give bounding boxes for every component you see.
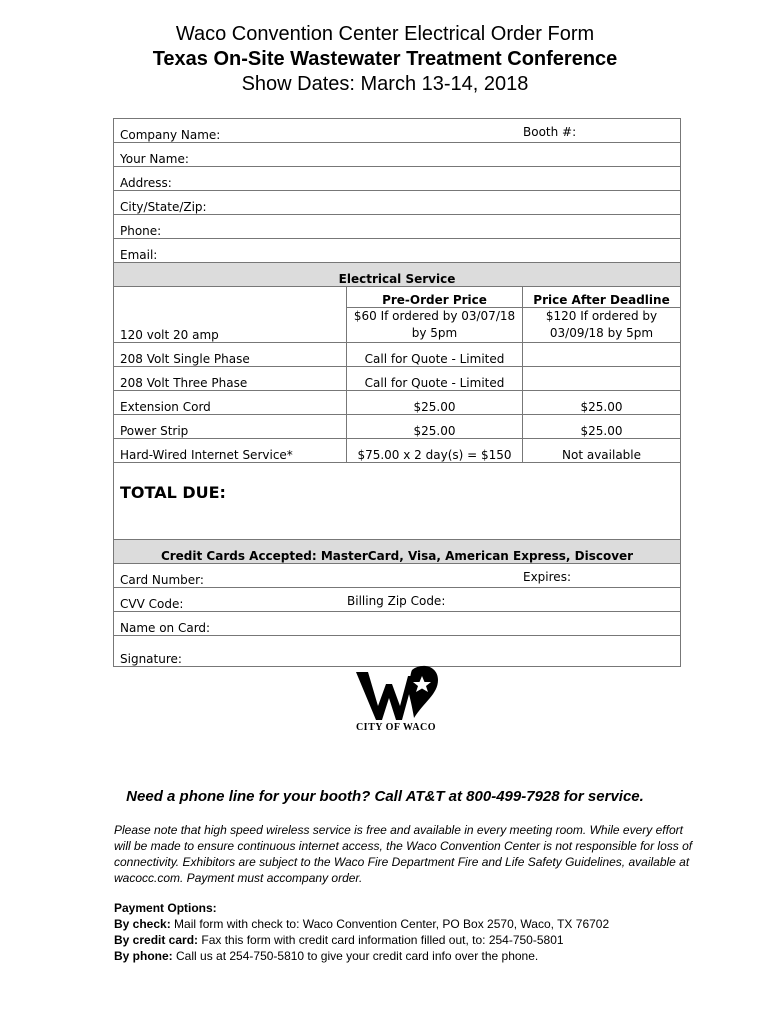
pre-order-price: $25.00 bbox=[347, 415, 523, 439]
pre-order-price: Call for Quote - Limited bbox=[347, 343, 523, 367]
pre-order-price: $25.00 bbox=[347, 391, 523, 415]
item-label-cell bbox=[114, 287, 347, 343]
name-on-card-label: Name on Card: bbox=[120, 621, 211, 635]
check-label: By check: bbox=[114, 917, 171, 931]
check-text: Mail form with check to: Waco Convention Center, PO Box 2570, Waco, TX 76702 bbox=[174, 917, 610, 931]
company-row bbox=[114, 119, 681, 143]
order-form-table bbox=[113, 118, 681, 667]
city-state-zip-field[interactable] bbox=[114, 191, 681, 215]
wireless-policy-note: Please note that high speed wireless service is free and available in every meeting room. While every effort will be made to ensure continuous internet access, the Waco Convention Center is not responsible for loss of connectivity. Exhibitors are subject to the Waco Fire Department Fire and Life Safety Guidelines, available at wacocc.com. Payment must accompany order. bbox=[114, 823, 693, 885]
credit-card-text: Fax this form with credit card information filled out, to: 254-750-5801 bbox=[201, 933, 564, 947]
after-deadline-price: $25.00 bbox=[523, 391, 681, 415]
billing-zip-label: Billing Zip Code: bbox=[347, 594, 446, 608]
name-on-card-field[interactable] bbox=[114, 612, 681, 636]
item-label: Hard-Wired Internet Service* bbox=[114, 439, 347, 463]
after-deadline-price[interactable] bbox=[523, 343, 681, 367]
cvv-field[interactable] bbox=[114, 588, 681, 612]
email-field[interactable] bbox=[114, 239, 681, 263]
logo-heart-mark bbox=[408, 666, 438, 718]
form-title: Waco Convention Center Electrical Order Form bbox=[175, 23, 595, 45]
item-label: 208 Volt Single Phase bbox=[114, 343, 347, 367]
cvv-label: CVV Code: bbox=[120, 597, 184, 611]
address-label: Address: bbox=[120, 176, 172, 190]
item-label: 120 volt 20 amp bbox=[120, 328, 219, 342]
pre-order-price: $75.00 x 2 day(s) = $150 bbox=[347, 439, 523, 463]
pre-order-price-header: Pre-Order Price bbox=[347, 287, 523, 308]
item-label: Extension Cord bbox=[114, 391, 347, 415]
pay-by-phone bbox=[114, 948, 714, 964]
credit-cards-heading: Credit Cards Accepted: MasterCard, Visa, American Express, Discover bbox=[114, 540, 681, 564]
table-row bbox=[114, 367, 681, 391]
card-number-field[interactable] bbox=[114, 564, 681, 588]
table-row bbox=[114, 343, 681, 367]
company-name-field[interactable] bbox=[114, 119, 681, 143]
phone-field[interactable] bbox=[114, 215, 681, 239]
table-row bbox=[114, 415, 681, 439]
after-deadline-price: $120 If ordered by 03/09/18 by 5pm bbox=[523, 308, 681, 343]
address-field[interactable] bbox=[114, 167, 681, 191]
after-deadline-price[interactable] bbox=[523, 367, 681, 391]
signature-label: Signature: bbox=[120, 652, 182, 666]
payment-options bbox=[114, 900, 714, 964]
total-due-label: TOTAL DUE: bbox=[120, 483, 226, 502]
company-name-label: Company Name: bbox=[120, 128, 221, 142]
pre-order-price: $60 If ordered by 03/07/18 by 5pm bbox=[347, 308, 523, 343]
item-label: 208 Volt Three Phase bbox=[114, 367, 347, 391]
item-label: Power Strip bbox=[114, 415, 347, 439]
table-row bbox=[114, 287, 681, 308]
credit-card-label: By credit card: bbox=[114, 933, 199, 947]
show-dates: Show Dates: March 13-14, 2018 bbox=[241, 73, 529, 95]
city-state-zip-label: City/State/Zip: bbox=[120, 200, 207, 214]
your-name-label: Your Name: bbox=[120, 152, 189, 166]
phone-pay-label: By phone: bbox=[114, 949, 173, 963]
pay-by-credit-card bbox=[114, 932, 714, 948]
expires-label: Expires: bbox=[523, 570, 571, 584]
phone-pay-text: Call us at 254-750-5810 to give your credit card info over the phone. bbox=[176, 949, 539, 963]
email-label: Email: bbox=[120, 248, 158, 262]
phone-line-notice: Need a phone line for your booth? Call AT&T at 800-499-7928 for service. bbox=[126, 788, 644, 805]
after-deadline-price: $25.00 bbox=[523, 415, 681, 439]
price-after-deadline-header: Price After Deadline bbox=[523, 287, 681, 308]
booth-label: Booth #: bbox=[523, 125, 577, 139]
form-header bbox=[0, 22, 770, 97]
pre-order-price: Call for Quote - Limited bbox=[347, 367, 523, 391]
pay-by-check bbox=[114, 916, 714, 932]
table-row bbox=[114, 439, 681, 463]
city-of-waco-logo-text: CITY OF WACO bbox=[355, 722, 437, 733]
payment-options-heading: Payment Options: bbox=[114, 901, 217, 915]
electrical-service-heading: Electrical Service bbox=[114, 263, 681, 287]
total-due-field[interactable] bbox=[114, 463, 681, 540]
phone-label: Phone: bbox=[120, 224, 162, 238]
after-deadline-price: Not available bbox=[523, 439, 681, 463]
card-number-label: Card Number: bbox=[120, 573, 204, 587]
event-name: Texas On-Site Wastewater Treatment Conference bbox=[152, 48, 618, 70]
your-name-field[interactable] bbox=[114, 143, 681, 167]
table-row bbox=[114, 391, 681, 415]
logo-w-mark bbox=[356, 672, 414, 720]
